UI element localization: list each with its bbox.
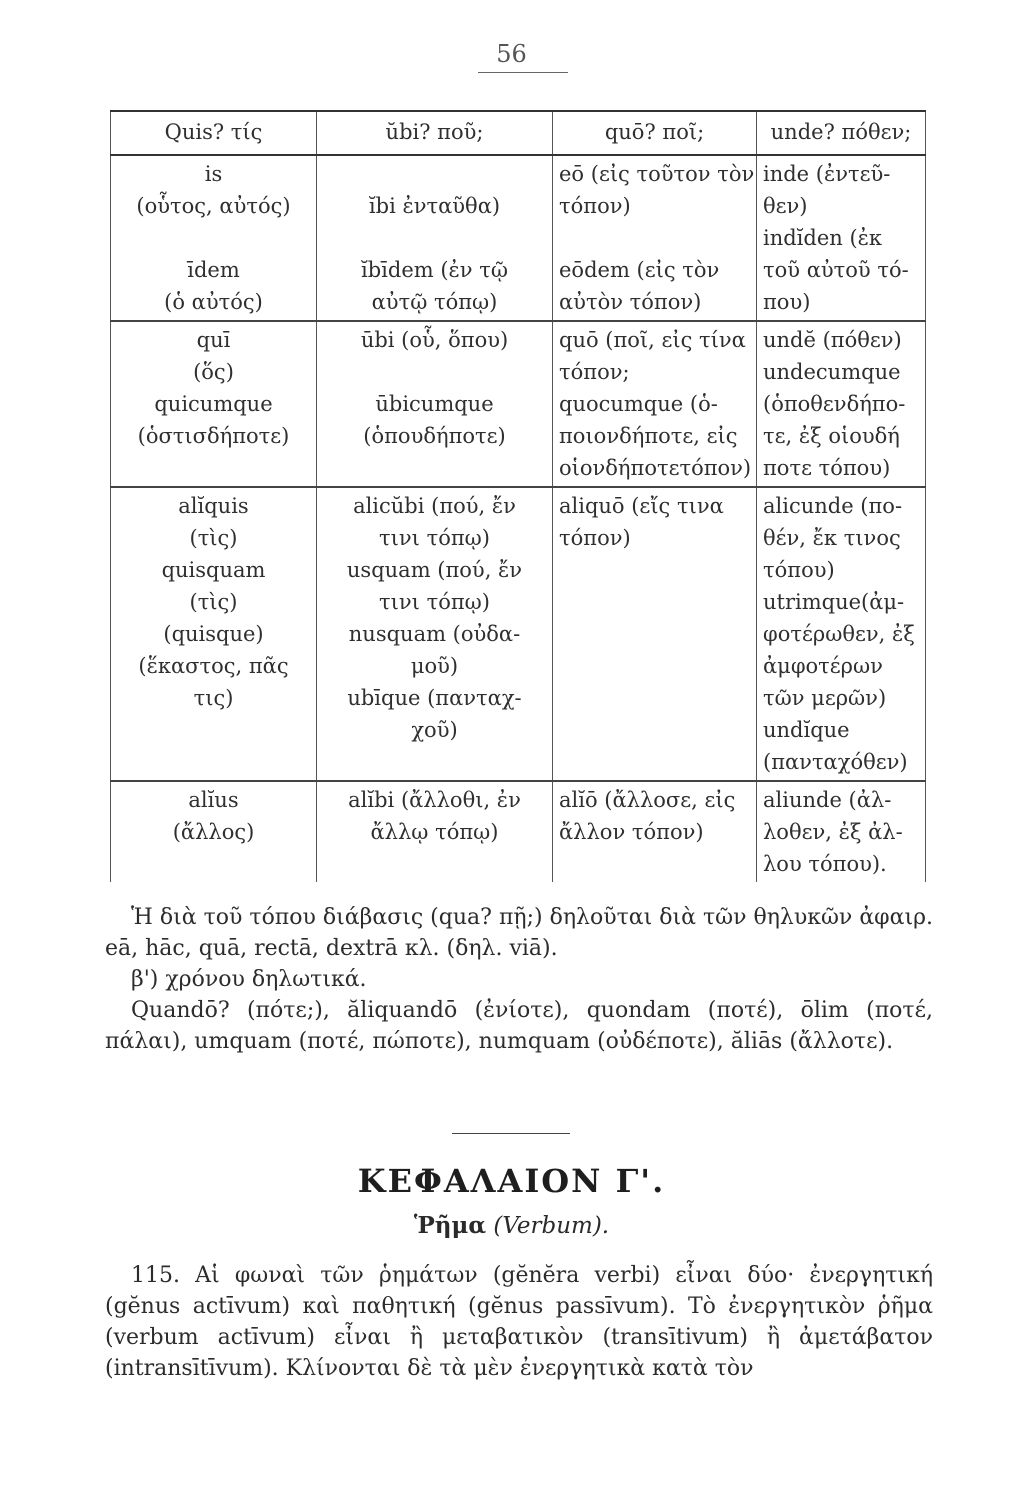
cell-line: aliquō (εἴς τινα [559, 494, 724, 518]
cell-line: που) [763, 290, 811, 314]
cell-line: (ὁστισδήποτε) [137, 424, 290, 448]
cell-line: (ὅς) [193, 360, 234, 384]
cell-line: undecumque [763, 360, 901, 384]
table-cell-quis [111, 321, 317, 487]
paragraph-quando: Quandō? (πότε;), ăliquandō (ἐνίοτε), quondam (ποτέ), ōlim (ποτέ, πάλαι), umquam (ποτέ, πώποτε), numquam (οὐδέποτε), ăliās (ἄλλοτε). [105, 998, 933, 1054]
table-cell-unde [757, 781, 926, 882]
paragraph-115: 115. Αἱ φωναὶ τῶν ῥημάτων (gĕnĕra verbi) εἶναι δύο· ἐνεργητική (gĕnus actīvum) καὶ παθητική (gĕnus passīvum). Τὸ ἐνεργητικὸν ῥῆμα (verbum actīvum) εἶναι ἢ μεταβατικὸν (transītivum) ἢ ἀμετάβατον (intransītīvum). Κλίνονται δὲ τὰ μὲν ἐνεργητικὰ κατὰ τὸν [105, 1263, 933, 1381]
cell-line: τόπον) [559, 526, 631, 550]
table-cell-unde [757, 487, 926, 781]
cell-line: is [204, 162, 223, 186]
table-cell-ubi [317, 321, 553, 487]
subtitle-greek: Ῥῆμα [413, 1212, 487, 1239]
cell-line: ἀμφοτέρων [763, 654, 883, 678]
cell-line: quō (ποῖ, εἰς τίνα [559, 328, 746, 352]
cell-line: usquam (πού, ἔν [346, 558, 523, 582]
table-cell-quo [553, 487, 757, 781]
cell-line [115, 222, 312, 254]
cell-line: alicunde (πο- [763, 494, 903, 518]
cell-line [321, 356, 548, 388]
cell-line: quocumque (ὁ- [559, 392, 718, 416]
cell-line: τόπον) [559, 194, 631, 218]
table-cell-quis [111, 155, 317, 321]
table-cell-ubi [317, 781, 553, 882]
cell-line: (πανταχόθεν) [763, 750, 908, 774]
cell-line: τόπον; [559, 360, 630, 384]
table-cell-quis [111, 781, 317, 882]
cell-line: θεν) [763, 194, 808, 218]
cell-line [321, 158, 548, 190]
cell-line: (ὁποθενδήπο- [763, 392, 906, 416]
table-header-row [111, 111, 926, 155]
cell-line: eō (εἰς τοῦτον τὸν [559, 162, 755, 186]
cell-line: θέν, ἔκ τινος [763, 526, 901, 550]
cell-line: χοῦ) [411, 718, 458, 742]
table-cell-unde [757, 155, 926, 321]
correlatives-table-wrap [110, 110, 925, 890]
chapter-title: ΚΕΦΑΛΑΙΟΝ Γ'. [357, 1162, 666, 1200]
table-cell-ubi [317, 155, 553, 321]
cell-line: alĭbi (ἄλλοθι, ἐν [348, 788, 521, 812]
cell-line: τινι τόπῳ) [379, 590, 490, 614]
table-row [111, 487, 926, 781]
cell-line: (τὶς) [189, 590, 238, 614]
cell-line [321, 222, 548, 254]
cell-line: μοῦ) [410, 654, 459, 678]
paragraph-qua: Ἡ διὰ τοῦ τόπου διάβασις (qua? πῇ;) δηλοῦται διὰ τῶν θηλυκῶν ἀφαιρ. eā, hāc, quā, rectā, dextrā κλ. (δηλ. viā). [105, 905, 933, 961]
table-cell-unde [757, 321, 926, 487]
table-row [111, 321, 926, 487]
header-unde: unde? πόθεν; [757, 111, 926, 155]
page-number: 56 [496, 40, 527, 68]
cell-line: ἄλλον τόπον) [559, 820, 704, 844]
cell-line: alĭō (ἄλλοσε, εἰς [559, 788, 736, 812]
cell-line: quī [196, 328, 231, 352]
cell-line: nusquam (οὐδα- [348, 622, 521, 646]
cell-line: ubīque (πανταχ- [347, 686, 522, 710]
cell-line [559, 222, 752, 254]
table-cell-quo [553, 155, 757, 321]
table-row [111, 781, 926, 882]
cell-line: quisquam [161, 558, 266, 582]
cell-line: ūbicumque [375, 392, 494, 416]
cell-line: īdem [187, 258, 240, 282]
cell-line: (οὗτος, αὐτός) [136, 194, 291, 218]
main-text-block [105, 902, 933, 1057]
table-cell-quo [553, 321, 757, 487]
table-body [111, 155, 926, 882]
section-115-block [105, 1260, 933, 1384]
cell-line: (ὁπουδήποτε) [363, 424, 506, 448]
cell-line: ποτε τόπου) [763, 456, 891, 480]
cell-line: indĭden (ἐκ [763, 226, 883, 250]
cell-line: ĭbīdem (ἐν τῷ [361, 258, 508, 282]
table-row [111, 155, 926, 321]
cell-line: τις) [193, 686, 234, 710]
cell-line: οἱονδήποτετόπον) [559, 456, 752, 480]
cell-line: (τὶς) [189, 526, 238, 550]
cell-line: τόπου) [763, 558, 835, 582]
cell-line: undĕ (πόθεν) [763, 328, 902, 352]
cell-line: inde (ἐντεῦ- [763, 162, 891, 186]
cell-line: τε, ἐξ οἱουδή [763, 424, 900, 448]
cell-line: ἄλλῳ τόπῳ) [370, 820, 499, 844]
cell-line: undĭque [763, 718, 850, 742]
table-cell-quo [553, 781, 757, 882]
cell-line: utrimque(ἀμ- [763, 590, 905, 614]
cell-line: λου τόπου). [763, 852, 887, 876]
cell-line: τινι τόπῳ) [379, 526, 490, 550]
cell-line: (ἄλλος) [172, 820, 255, 844]
cell-line: aliunde (ἀλ- [763, 788, 892, 812]
cell-line: alicŭbi (πού, ἔν [353, 494, 516, 518]
cell-line: quicumque [154, 392, 273, 416]
cell-line: ποιονδήποτε, εἰς [559, 424, 738, 448]
header-quo: quō? ποῖ; [553, 111, 757, 155]
chapter-subtitle [0, 1212, 1023, 1239]
header-ubi: ŭbi? ποῦ; [317, 111, 553, 155]
cell-line: τοῦ αὐτοῦ τό- [763, 258, 909, 282]
cell-line: ūbi (οὗ, ὅπου) [360, 328, 509, 352]
table-cell-quis [111, 487, 317, 781]
page-number-rule [478, 72, 568, 73]
section-divider [452, 1133, 570, 1134]
cell-line: λοθεν, ἐξ ἀλ- [763, 820, 903, 844]
cell-line: αὐτῷ τόπῳ) [371, 290, 498, 314]
header-quis: Quis? τίς [111, 111, 317, 155]
cell-line: (quisque) [163, 622, 264, 646]
paragraph-time-heading: β') χρόνου δηλωτικά. [131, 967, 367, 992]
subtitle-latin: (Verbum). [493, 1213, 610, 1239]
cell-line: ĭbi ἐνταῦθα) [368, 194, 501, 218]
cell-line: φοτέρωθεν, ἐξ [763, 622, 915, 646]
cell-line: (ὁ αὐτός) [164, 290, 263, 314]
cell-line: αὐτὸν τόπον) [559, 290, 702, 314]
cell-line: (ἕκαστος, πᾶς [138, 654, 289, 678]
table-cell-ubi [317, 487, 553, 781]
cell-line: alĭus [188, 788, 239, 812]
cell-line: eōdem (εἰς τὸν [559, 258, 720, 282]
cell-line: alĭquis [178, 494, 249, 518]
correlatives-table [110, 110, 926, 882]
cell-line: τῶν μερῶν) [763, 686, 887, 710]
